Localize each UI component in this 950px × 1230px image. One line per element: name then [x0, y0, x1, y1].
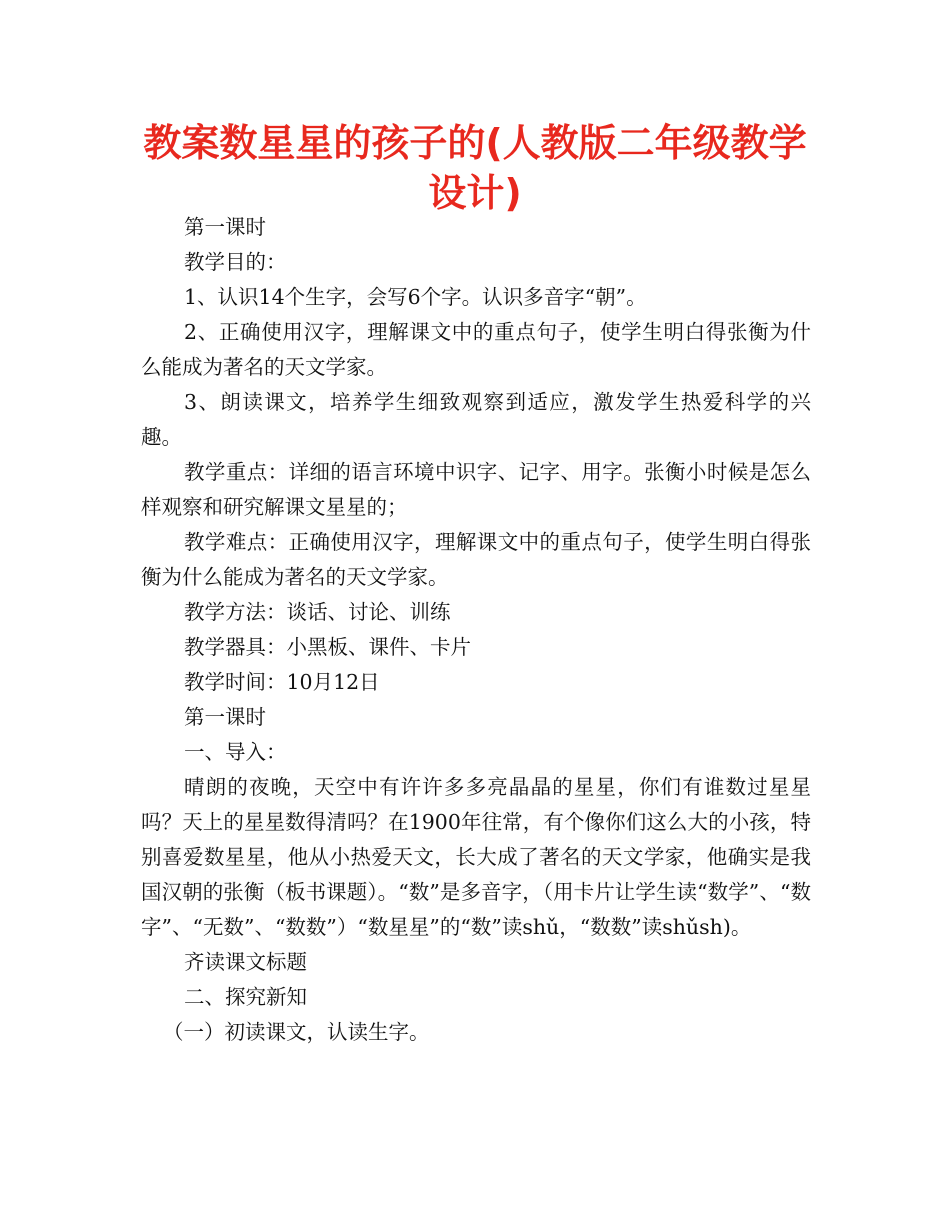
- paragraph-first-reading: （一）初读课文，认读生字。: [163, 1020, 430, 1044]
- paragraph-explore-heading: 二、探究新知: [184, 985, 307, 1009]
- paragraph-objectives-heading: 教学目的：: [184, 250, 287, 274]
- paragraph-intro-heading: 一、导入：: [184, 740, 287, 764]
- paragraph-key-points: 教学重点：详细的语言环境中识字、记字、用字。张衡小时候是怎么样观察和研究解课文星星的；: [141, 460, 811, 519]
- paragraph-lesson-heading: 第一课时: [184, 215, 266, 239]
- paragraph-objective-3: 3、朗读课文，培养学生细致观察到适应，激发学生热爱科学的兴趣。: [141, 390, 811, 449]
- paragraph-objective-2: 2、正确使用汉字，理解课文中的重点句子，使学生明白得张衡为什么能成为著名的天文学家。: [141, 320, 811, 379]
- paragraph-tools: 教学器具：小黑板、课件、卡片: [184, 635, 471, 659]
- paragraph-objective-1: 1、认识14个生字，会写6个字。认识多音字“朝”。: [184, 285, 647, 309]
- paragraph-methods: 教学方法：谈话、讨论、训练: [184, 600, 451, 624]
- paragraph-lesson-heading-2: 第一课时: [184, 705, 266, 729]
- paragraph-difficulties: 教学难点：正确使用汉字，理解课文中的重点句子，使学生明白得张衡为什么能成为著名的天文学家。: [141, 530, 811, 589]
- paragraph-intro-body: 晴朗的夜晚，天空中有许许多多亮晶晶的星星，你们有谁数过星星吗？天上的星星数得清吗？在1900年往常，有个像你们这么大的小孩，特别喜爱数星星，他从小热爱天文，长大成了著名的天文学家，他确实是我国汉朝的张衡（板书课题）。“数”是多音字，（用卡片让学生读“数学”、“数字”、“无数”、“数数”）“数星星”的“数”读shǔ，“数数”读shǔsh)。: [141, 775, 811, 939]
- paragraph-time: 教学时间：10月12日: [184, 670, 380, 694]
- paragraph-read-title: 齐读课文标题: [184, 950, 307, 974]
- document-title: 教案数星星的孩子的(人教版二年级教学设计): [143, 121, 807, 215]
- document-body: [141, 210, 811, 1050]
